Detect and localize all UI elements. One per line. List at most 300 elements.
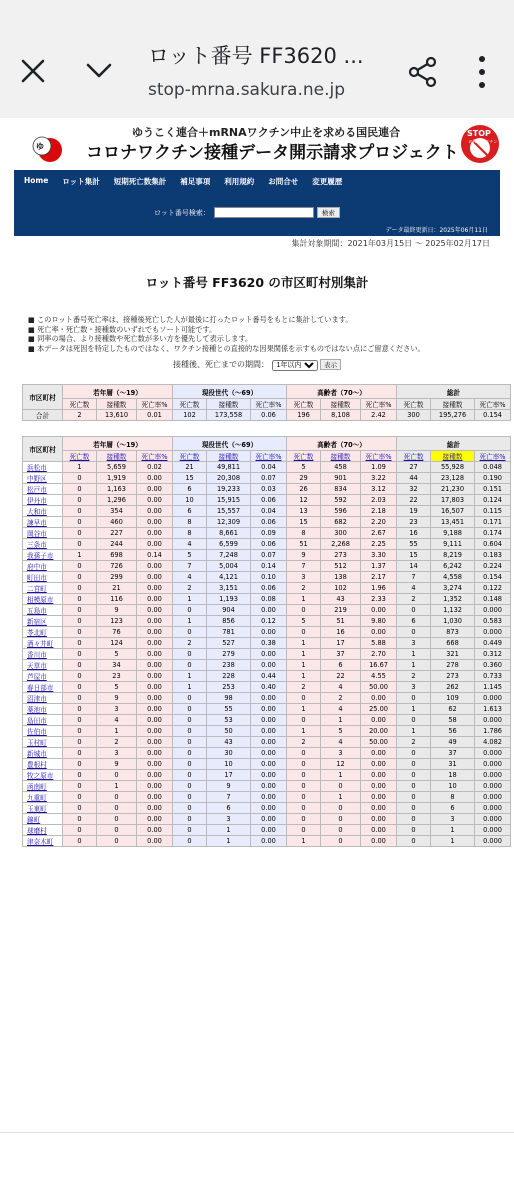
table-cell: 0.00 <box>361 605 397 616</box>
table-cell: 1 <box>431 825 475 836</box>
sort-working-doses[interactable]: 接種数 <box>218 453 239 461</box>
table-cell: 3 <box>207 814 251 825</box>
table-cell: 0.733 <box>475 671 511 682</box>
table-cell: 244 <box>97 539 137 550</box>
table-cell: 0.02 <box>137 462 173 473</box>
table-cell: 1 <box>287 726 321 737</box>
table-cell: 23,128 <box>431 473 475 484</box>
table-cell: 3 <box>397 638 431 649</box>
table-cell: 2 <box>173 638 207 649</box>
group-elderly: 高齢者（70〜） <box>287 385 397 399</box>
table-cell: 0.04 <box>251 506 287 517</box>
municipality-link[interactable]: 錦町 <box>23 814 63 825</box>
municipality-link[interactable]: 府中市 <box>23 561 63 572</box>
table-cell: 22 <box>397 495 431 506</box>
chevron-down-icon[interactable] <box>84 60 114 82</box>
table-cell: 1.145 <box>475 682 511 693</box>
table-cell: 0 <box>63 605 97 616</box>
municipality-link[interactable]: 新城市 <box>23 748 63 759</box>
table-cell: 8,219 <box>431 550 475 561</box>
sort-elderly-doses[interactable]: 接種数 <box>330 453 351 461</box>
table-cell: 0.00 <box>137 616 173 627</box>
table-cell: 227 <box>97 528 137 539</box>
table-cell: 219 <box>321 605 361 616</box>
table-cell: 9,111 <box>431 539 475 550</box>
table-cell: 0.000 <box>475 605 511 616</box>
sort-working-deaths[interactable]: 死亡数 <box>179 453 200 461</box>
table-cell: 0.00 <box>251 704 287 715</box>
table-cell: 37 <box>321 649 361 660</box>
municipality-link[interactable]: 三条市 <box>23 539 63 550</box>
nav-home[interactable]: Home <box>24 176 49 185</box>
table-cell: 17 <box>321 638 361 649</box>
group-total: 総計 <box>397 385 511 399</box>
table-cell: 0 <box>287 693 321 704</box>
table-cell: 0.00 <box>251 737 287 748</box>
municipality-link[interactable]: 町田市 <box>23 572 63 583</box>
show-button[interactable]: 表示 <box>320 359 341 370</box>
table-cell: 1 <box>287 836 321 847</box>
table-cell: 4,558 <box>431 572 475 583</box>
municipality-link[interactable]: 諫早市 <box>23 517 63 528</box>
detail-subheader <box>23 451 511 462</box>
page-title-tab: ロット番号 FF3620 ... <box>148 44 364 68</box>
note-4: ■ 本データは死因を特定したものではなく、ワクチン接種との直接的な因果関係を示すものではない点にご留意ください。 <box>28 343 425 353</box>
municipality-link[interactable]: 相模原市 <box>23 594 63 605</box>
table-cell: 0 <box>173 605 207 616</box>
table-cell: 58 <box>431 715 475 726</box>
table-cell: 5 <box>97 682 137 693</box>
table-cell: 0 <box>63 627 97 638</box>
table-cell: 1 <box>97 781 137 792</box>
table-cell: 1,193 <box>207 594 251 605</box>
table-cell: 278 <box>431 660 475 671</box>
total-cell: 300 <box>397 410 431 421</box>
table-cell: 10 <box>431 781 475 792</box>
table-cell: 0.40 <box>251 682 287 693</box>
table-row <box>23 715 511 726</box>
table-cell: 2.17 <box>361 572 397 583</box>
municipality-link[interactable]: 浜松市 <box>23 462 63 473</box>
table-cell: 2.20 <box>361 517 397 528</box>
table-cell: 21 <box>173 462 207 473</box>
nav-contact[interactable]: お問合せ <box>268 177 299 186</box>
table-cell: 0.00 <box>361 715 397 726</box>
municipality-link[interactable]: 春日部市 <box>23 682 63 693</box>
close-icon[interactable] <box>20 58 46 84</box>
municipality-table <box>22 436 511 847</box>
municipality-link[interactable]: 我孫子市 <box>23 550 63 561</box>
table-cell: 1 <box>321 770 361 781</box>
table-cell: 0.12 <box>251 616 287 627</box>
group-young: 若年層（〜19） <box>63 385 173 399</box>
sort-total-doses[interactable]: 接種数 <box>442 453 463 461</box>
period-filter <box>14 359 500 371</box>
table-cell: 8 <box>173 528 207 539</box>
table-cell: 15 <box>397 550 431 561</box>
table-cell: 0.06 <box>251 495 287 506</box>
table-cell: 0.14 <box>251 561 287 572</box>
table-cell: 0 <box>173 649 207 660</box>
table-cell: 253 <box>207 682 251 693</box>
municipality-link[interactable]: 二宮町 <box>23 583 63 594</box>
table-cell: 9 <box>207 781 251 792</box>
table-cell: 6,599 <box>207 539 251 550</box>
municipality-link[interactable]: 玉村町 <box>23 737 63 748</box>
browser-toolbar <box>0 0 514 118</box>
table-cell: 15 <box>287 517 321 528</box>
period-select[interactable] <box>272 360 318 371</box>
municipality-link[interactable]: 薬池市 <box>23 704 63 715</box>
municipality-link[interactable]: 島田市 <box>23 715 63 726</box>
table-cell: 9 <box>97 693 137 704</box>
table-cell: 1.37 <box>361 561 397 572</box>
total-cell: 0.154 <box>475 410 511 421</box>
table-cell: 0 <box>63 561 97 572</box>
municipality-link[interactable]: 新宿区 <box>23 616 63 627</box>
table-cell: 3,274 <box>431 583 475 594</box>
table-cell: 0 <box>173 715 207 726</box>
table-cell: 3.30 <box>361 550 397 561</box>
table-cell: 0 <box>397 693 431 704</box>
table-cell: 0.449 <box>475 638 511 649</box>
table-cell: 0 <box>287 803 321 814</box>
table-cell: 0 <box>63 594 97 605</box>
sort-young-doses[interactable]: 接種数 <box>106 453 127 461</box>
table-cell: 56 <box>431 726 475 737</box>
table-cell: 0 <box>287 605 321 616</box>
table-cell: 8,661 <box>207 528 251 539</box>
table-cell: 98 <box>207 693 251 704</box>
table-cell: 0 <box>63 539 97 550</box>
table-cell: 0.00 <box>251 726 287 737</box>
table-cell: 50 <box>207 726 251 737</box>
municipality-link[interactable]: 酒々井町 <box>23 638 63 649</box>
table-cell: 9 <box>287 550 321 561</box>
municipality-link[interactable]: 岡谷市 <box>23 528 63 539</box>
table-cell: 0.000 <box>475 715 511 726</box>
table-cell: 0.000 <box>475 759 511 770</box>
municipality-link[interactable]: 豊根村 <box>23 759 63 770</box>
table-cell: 0 <box>63 726 97 737</box>
table-cell: 0.00 <box>137 528 173 539</box>
table-cell: 0.00 <box>251 715 287 726</box>
table-cell: 12,309 <box>207 517 251 528</box>
table-cell: 7 <box>207 792 251 803</box>
table-cell: 0.00 <box>137 803 173 814</box>
municipality-link[interactable]: 五島市 <box>23 605 63 616</box>
table-cell: 2 <box>97 737 137 748</box>
table-cell: 1 <box>173 616 207 627</box>
table-cell: 32 <box>397 484 431 495</box>
table-cell: 22 <box>321 671 361 682</box>
table-cell: 1 <box>173 671 207 682</box>
table-cell: 6 <box>173 506 207 517</box>
table-cell: 0.048 <box>475 462 511 473</box>
table-cell: 27 <box>397 462 431 473</box>
table-cell: 0.000 <box>475 693 511 704</box>
municipality-link[interactable]: 牧之原市 <box>23 770 63 781</box>
table-cell: 904 <box>207 605 251 616</box>
table-row <box>23 704 511 715</box>
table-row <box>23 528 511 539</box>
table-cell: 279 <box>207 649 251 660</box>
table-cell: 2 <box>287 682 321 693</box>
lot-search-input[interactable] <box>214 207 314 218</box>
table-cell: 262 <box>431 682 475 693</box>
table-cell: 0.00 <box>137 473 173 484</box>
table-cell: 0 <box>287 792 321 803</box>
stop-logo-text: STOP <box>467 129 491 138</box>
table-cell: 0 <box>63 704 97 715</box>
table-cell: 0.06 <box>251 539 287 550</box>
table-cell: 15 <box>173 473 207 484</box>
table-row <box>23 594 511 605</box>
table-cell: 0.00 <box>137 715 173 726</box>
sub-rate: 死亡率% <box>251 399 287 410</box>
table-cell: 0 <box>173 825 207 836</box>
table-cell: 0.124 <box>475 495 511 506</box>
total-cell: 2.42 <box>361 410 397 421</box>
municipality-link[interactable]: 天草市 <box>23 660 63 671</box>
table-cell: 20,308 <box>207 473 251 484</box>
table-cell: 0 <box>97 814 137 825</box>
table-cell: 2 <box>173 583 207 594</box>
municipality-link[interactable]: 玉東町 <box>23 803 63 814</box>
table-cell: 0.000 <box>475 836 511 847</box>
table-cell: 5 <box>287 616 321 627</box>
municipality-link[interactable]: 芦屋市 <box>23 671 63 682</box>
table-cell: 0 <box>173 836 207 847</box>
table-cell: 17 <box>207 770 251 781</box>
municipality-link[interactable]: 函南町 <box>23 781 63 792</box>
group-young: 若年層（〜19） <box>63 437 173 451</box>
table-cell: 0 <box>173 627 207 638</box>
municipality-link[interactable]: 津奈木町 <box>23 836 63 847</box>
nav-short-term-deaths[interactable]: 短期死亡数集計 <box>113 177 167 186</box>
table-row <box>23 627 511 638</box>
table-cell: 0 <box>397 715 431 726</box>
municipality-link[interactable]: 苓北町 <box>23 627 63 638</box>
table-row <box>23 759 511 770</box>
table-cell: 1 <box>397 726 431 737</box>
table-cell: 0.00 <box>137 737 173 748</box>
total-cell: 13,610 <box>97 410 137 421</box>
sort-total-rate[interactable]: 死亡率% <box>479 453 506 461</box>
note-2: ■ 死亡率・死亡数・接種数のいずれでもソート可能です。 <box>28 324 217 334</box>
table-cell: 0.00 <box>251 649 287 660</box>
table-cell: 8 <box>287 528 321 539</box>
table-row <box>23 803 511 814</box>
sub-doses: 接種数 <box>321 399 361 410</box>
table-cell: 0 <box>321 825 361 836</box>
group-working: 現役世代（〜69） <box>173 437 287 451</box>
table-cell: 2 <box>287 583 321 594</box>
table-cell: 354 <box>97 506 137 517</box>
table-cell: 4.55 <box>361 671 397 682</box>
table-cell: 0.10 <box>251 572 287 583</box>
table-cell: 5.88 <box>361 638 397 649</box>
table-cell: 0.09 <box>251 528 287 539</box>
table-cell: 4 <box>173 539 207 550</box>
sort-elderly-rate[interactable]: 死亡率% <box>365 453 392 461</box>
table-cell: 682 <box>321 517 361 528</box>
municipality-link[interactable]: 球磨村 <box>23 825 63 836</box>
table-cell: 1 <box>207 825 251 836</box>
table-cell: 0.122 <box>475 583 511 594</box>
table-cell: 109 <box>431 693 475 704</box>
table-cell: 8 <box>431 792 475 803</box>
sort-young-rate[interactable]: 死亡率% <box>141 453 168 461</box>
table-cell: 0.154 <box>475 572 511 583</box>
table-cell: 1,030 <box>431 616 475 627</box>
table-cell: 6 <box>397 616 431 627</box>
table-cell: 0 <box>63 473 97 484</box>
table-cell: 62 <box>431 704 475 715</box>
table-cell: 0 <box>63 572 97 583</box>
table-cell: 0 <box>173 704 207 715</box>
table-cell: 0.151 <box>475 484 511 495</box>
sort-elderly-deaths[interactable]: 死亡数 <box>293 453 314 461</box>
table-cell: 1 <box>397 660 431 671</box>
table-cell: 0.00 <box>137 627 173 638</box>
table-cell: 6,242 <box>431 561 475 572</box>
table-cell: 31 <box>431 759 475 770</box>
table-cell: 1,919 <box>97 473 137 484</box>
table-cell: 3,151 <box>207 583 251 594</box>
municipality-link[interactable]: 伊丹市 <box>23 495 63 506</box>
svg-text:ゆ: ゆ <box>36 142 44 151</box>
municipality-link[interactable]: 松戸市 <box>23 484 63 495</box>
table-cell: 4 <box>321 737 361 748</box>
table-cell: 51 <box>321 616 361 627</box>
table-cell: 55,928 <box>431 462 475 473</box>
table-cell: 0.00 <box>361 814 397 825</box>
table-cell: 321 <box>431 649 475 660</box>
table-cell: 0 <box>97 803 137 814</box>
table-cell: 0.00 <box>137 660 173 671</box>
table-cell: 116 <box>97 594 137 605</box>
table-cell: 460 <box>97 517 137 528</box>
table-cell: 5,659 <box>97 462 137 473</box>
table-cell: 299 <box>97 572 137 583</box>
table-cell: 0 <box>63 649 97 660</box>
total-label: 合計 <box>23 410 63 421</box>
table-cell: 3 <box>321 748 361 759</box>
table-cell: 43 <box>207 737 251 748</box>
table-cell: 2.03 <box>361 495 397 506</box>
table-cell: 0.00 <box>251 781 287 792</box>
table-cell: 50.00 <box>361 682 397 693</box>
table-row <box>23 814 511 825</box>
table-cell: 0.08 <box>251 594 287 605</box>
table-row <box>23 825 511 836</box>
table-cell: 0 <box>63 528 97 539</box>
table-cell: 4 <box>321 682 361 693</box>
table-cell: 0.00 <box>137 638 173 649</box>
table-cell: 273 <box>431 671 475 682</box>
table-cell: 1 <box>397 704 431 715</box>
table-cell: 5,004 <box>207 561 251 572</box>
table-cell: 0.00 <box>361 759 397 770</box>
sort-young-deaths[interactable]: 死亡数 <box>69 453 90 461</box>
table-cell: 7 <box>397 572 431 583</box>
nav-changelog[interactable]: 変更履歴 <box>312 177 343 186</box>
table-cell: 21 <box>97 583 137 594</box>
table-cell: 1 <box>287 704 321 715</box>
more-options-icon[interactable] <box>476 54 488 90</box>
municipality-link[interactable]: 佐伯市 <box>23 726 63 737</box>
table-cell: 0.00 <box>137 759 173 770</box>
site-nav <box>14 170 500 230</box>
table-cell: 901 <box>321 473 361 484</box>
lot-search-button[interactable]: 検索 <box>317 207 340 218</box>
table-cell: 0.00 <box>361 770 397 781</box>
table-cell: 0 <box>63 737 97 748</box>
table-cell: 0 <box>97 770 137 781</box>
table-row <box>23 561 511 572</box>
table-cell: 0.148 <box>475 594 511 605</box>
table-cell: 0 <box>97 825 137 836</box>
table-cell: 273 <box>321 550 361 561</box>
table-cell: 0 <box>63 803 97 814</box>
table-cell: 26 <box>287 484 321 495</box>
table-cell: 0 <box>173 792 207 803</box>
table-cell: 0 <box>63 583 97 594</box>
municipality-link[interactable]: 大和市 <box>23 506 63 517</box>
group-working: 現役世代（〜69） <box>173 385 287 399</box>
table-cell: 0.00 <box>137 792 173 803</box>
municipality-link[interactable]: 香川市 <box>23 649 63 660</box>
sub-doses: 接種数 <box>97 399 137 410</box>
table-cell: 3 <box>431 814 475 825</box>
table-cell: 0 <box>63 638 97 649</box>
nav-terms[interactable]: 利用規約 <box>224 177 255 186</box>
table-cell: 0.00 <box>251 803 287 814</box>
table-cell: 0.06 <box>251 517 287 528</box>
table-cell: 0.04 <box>251 462 287 473</box>
period-filter-label: 接種後、死亡までの期間： <box>172 360 269 370</box>
table-cell: 37 <box>431 748 475 759</box>
table-cell: 0 <box>321 814 361 825</box>
municipality-link[interactable]: 九重町 <box>23 792 63 803</box>
lot-search-row <box>154 207 340 218</box>
table-cell: 4 <box>321 704 361 715</box>
municipality-link[interactable]: 中野区 <box>23 473 63 484</box>
yuukoku-logo-icon[interactable] <box>26 132 78 166</box>
sort-working-rate[interactable]: 死亡率% <box>255 453 282 461</box>
table-cell: 0.00 <box>251 660 287 671</box>
nav-supplement[interactable]: 補足事項 <box>180 177 211 186</box>
table-cell: 0 <box>63 660 97 671</box>
table-cell: 0.00 <box>137 649 173 660</box>
table-cell: 9,188 <box>431 528 475 539</box>
table-cell: 2.33 <box>361 594 397 605</box>
table-cell: 0.115 <box>475 506 511 517</box>
stop-mrna-logo-icon[interactable] <box>460 124 500 164</box>
table-row <box>23 638 511 649</box>
total-cell: 0.06 <box>251 410 287 421</box>
sub-deaths: 死亡数 <box>173 399 207 410</box>
municipality-link[interactable]: 沼津市 <box>23 693 63 704</box>
table-cell: 44 <box>397 473 431 484</box>
share-icon[interactable] <box>408 56 438 88</box>
nav-lot-summary[interactable]: ロット集計 <box>62 177 100 186</box>
table-cell: 0 <box>63 792 97 803</box>
sort-total-deaths[interactable]: 死亡数 <box>403 453 424 461</box>
url-text[interactable]: stop-mrna.sakura.ne.jp <box>148 80 346 100</box>
table-cell: 698 <box>97 550 137 561</box>
